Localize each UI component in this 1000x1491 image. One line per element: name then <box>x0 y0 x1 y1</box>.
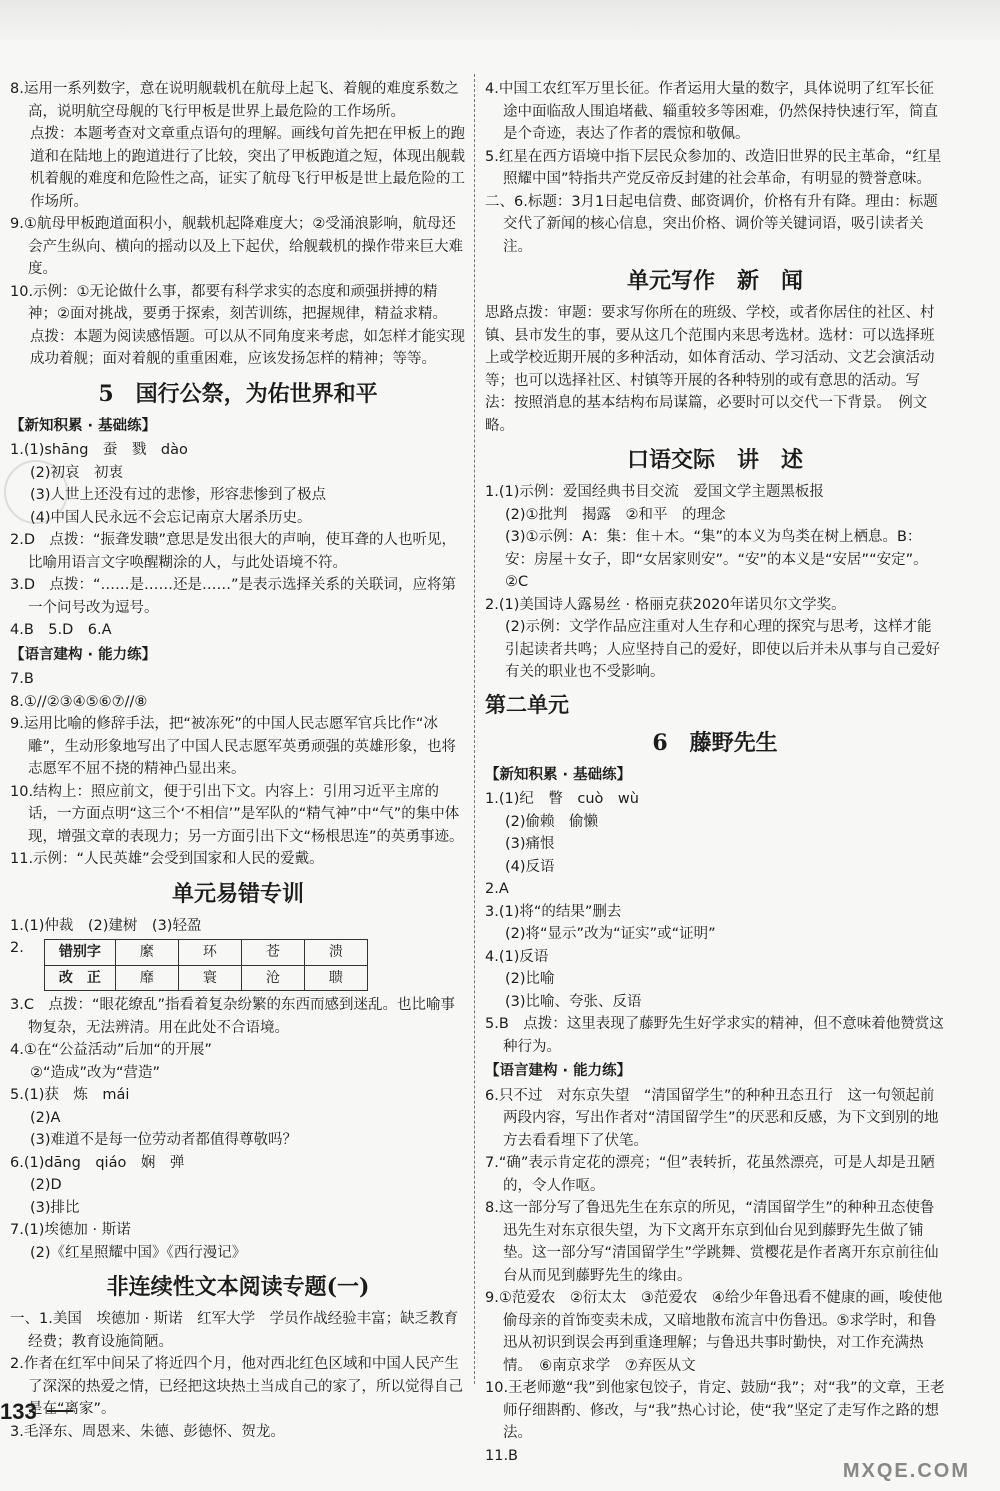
answer-item: 2.D 点拨：“振聋发聩”意思是发出很大的声响，使耳聋的人也听见，比喻用语言文字唤醒糊涂的人，与此处语境不符。 <box>10 532 457 571</box>
answer-item: 5.红星在西方语境中指下层民众参加的、改造旧世界的民主革命，“红星照耀中国”特指共产党反帝反封建的社会革命，有明显的赞誉意味。 <box>485 148 942 187</box>
answer-subline: (2)偷赖 偷懒 <box>505 813 599 830</box>
answer-subline: (2)比喻 <box>505 971 555 987</box>
answer-item: 2.作者在红军中间呆了将近四个月，他对西北红色区域和中国人民产生了深深的热爱之情，已经把这块热土当成自己的家了，所以觉得自己是在“离家”。 <box>10 1356 463 1417</box>
answer-item: 10.王老师邀“我”到他家包饺子，肯定、鼓励“我”；对“我”的文章，王老师仔细斟酌、修改，与“我”热心讨论，使“我”坚定了走写作之路的想法。 <box>485 1380 945 1441</box>
answer-item: 6.(1)dāng qiáo 娴 弹 <box>10 1154 185 1171</box>
row-header-cell: 改 正 <box>44 965 115 991</box>
table-cell: 聩 <box>304 965 367 991</box>
answer-item: 7.B <box>10 671 34 687</box>
exercise-category-tag: 【新知积累 · 基础练】 <box>485 766 632 783</box>
answer-item: 6.只不过 对东京失望 “清国留学生”的种种丑态丑行 这一句领起前两段内容，写出作者对“清国留学生”的厌恶和反感，为下文到别的地方去看看埋下了伏笔。 <box>485 1087 939 1149</box>
answer-item: 7.(1)埃德加 · 斯诺 <box>10 1222 131 1238</box>
answer-subline: (4)反语 <box>505 858 555 875</box>
answer-item: 9.①范爱农 ②衍太太 ③范爱农 ④给少年鲁迅看不健康的画，唆使他偷母亲的首饰变卖未成，又暗地散布流言中伤鲁迅。⑤求学时，和鲁迅从初识到误会再到重逢理解；与鲁迅共事时勤快，对工作充满热情。 ⑥南京求学 ⑦弃医从文 <box>485 1290 943 1374</box>
left-column <box>10 78 466 1443</box>
answer-item: 5.B 点拨：这里表现了藤野先生好学求实的精神，但不意味着他赞赏这种行为。 <box>485 1016 944 1055</box>
section-title: 口语交际 讲 述 <box>626 447 803 473</box>
answer-subline: (3)难道不是每一位劳动者都值得尊敬吗？ <box>30 1132 298 1148</box>
answer-item: 9.①航母甲板跑道面积小，舰载机起降难度大；②受涌浪影响，航母还会产生纵向、横向的摇动以及上下起伏，给舰载机的操作带来巨大难度。 <box>10 216 463 277</box>
answer-item: 8.运用一系列数字，意在说明舰载机在航母上起飞、着舰的难度系数之高，说明航空母舰的飞行甲板是世界上最危险的工作场所。 <box>10 81 459 120</box>
answer-subline: (2)示例：文学作品应注重对人生存和心理的探究与思考，这样才能引起读者共鸣；人应坚持自己的爱好，即使以后并未从事与自己爱好有关的职业也不受影响。 <box>505 619 940 680</box>
exercise-category-tag: 【语言建构 · 能力练】 <box>10 646 157 663</box>
exercise-category-tag: 【语言建构 · 能力练】 <box>485 1063 632 1079</box>
answer-subline: (3)排比 <box>30 1199 80 1216</box>
answer-item: 4.(1)反语 <box>485 948 549 965</box>
table-cell: 寰 <box>178 965 241 991</box>
answer-subline: (3)比喻、夸张、反语 <box>505 993 642 1010</box>
answer-item: 二、6.标题：3月1日起电信费、邮资调价，价格有升有降。理由：标题交代了新闻的核心信息，突出价格、调价等关键词语，吸引读者关注。 <box>485 193 938 255</box>
table-cell: 苍 <box>241 940 304 966</box>
table-cell: 靡 <box>115 965 178 991</box>
answer-item: 3.D 点拨：“……是……还是……”是表示选择关系的关联词，应将第一个问号改为逗号。 <box>10 577 457 616</box>
answer-item: 1.(1)纪 瞥 cuò wù <box>485 791 639 807</box>
table-row <box>44 965 367 991</box>
table-cell: 沧 <box>241 965 304 991</box>
answer-item: 8.①//②③④⑤⑥⑦//⑧ <box>10 693 148 710</box>
answer-subline: (2)初哀 初衷 <box>30 464 124 481</box>
page-number: 133 <box>0 1399 37 1424</box>
answer-item: 10.结构上：照应前文，便于引出下文。内容上：引用习近平主席的话，一方面点明“这三个‘不相信’”是军队的“精气神”中“气”的集中体现，增强文章的表现力；另一方面引出下文“杨根思连”的英勇事迹。 <box>10 783 464 845</box>
answer-subline: (2)D <box>30 1177 62 1193</box>
answer-item: 3.C 点拨：“眼花缭乱”指看着复杂纷繁的东西而感到迷乱。也比喻事物复杂，无法辨清。用在此处不合语境。 <box>10 997 455 1036</box>
answer-subline: ②C <box>505 574 529 590</box>
writing-guidance: 思路点拨：审题：要求写你所在的班级、学校，或者你居住的社区、村镇、县市发生的事，要从这几个范围内来思考选材。选材：可以选择班上或学校近期开展的多种活动，如体育活动、学习活动、文艺会演活动等；也可以选择社区、村镇等开展的各种特别的或有意思的活动。写法：按照消息的基本结构布局谋篇，必要时可以交代一下背景。 例文略。 <box>485 305 935 434</box>
answer-subline: (2)《红星照耀中国》《西行漫记》 <box>30 1244 247 1261</box>
table-cell: 环 <box>178 940 241 966</box>
answer-item: 1.(1)shāng 蚕 戮 dào <box>10 442 188 458</box>
answer-item: 1.(1)示例：爱国经典书目交流 爱国文学主题黑板报 <box>485 484 824 500</box>
answer-subline: (3)①示例：A：集：隹＋木。“集”的本义为鸟类在树上栖息。B：安：房屋＋女子，即“女居家则安”。“安”的本义是“安居”“安定”。 <box>505 529 928 568</box>
answer-item: 2.(1)美国诗人露易丝 · 格丽克获2020年诺贝尔文学奖。 <box>485 596 846 613</box>
answer-item: 7.“确”表示肯定花的漂亮；“但”表转折，花虽然漂亮，可是人却是丑陋的，令人作呕。 <box>485 1155 935 1194</box>
section-title: 6 藤野先生 <box>652 729 778 756</box>
section-title: 5 国行公祭，为佑世界和平 <box>98 380 378 407</box>
scan-header-band <box>0 0 1000 40</box>
watermark-logo: MXQE.COM <box>842 1460 970 1482</box>
answer-item: 8.这一部分写了鲁迅先生在东京的所见，“清国留学生”的种种丑态使鲁迅先生对东京很失望，为下文离开东京到仙台见到藤野先生做了铺垫。这一部分写“清国留学生”学跳舞、赏樱花是作者离开东京前往仙台从而见到藤野先生的缘由。 <box>485 1200 939 1284</box>
answer-subline: 点拨：本题考查对文章重点语句的理解。画线句首先把在甲板上的跑道和在陆地上的跑道进行了比较，突出了甲板跑道之短，体现出舰载机着舰的难度和危险性之高，证实了航母飞行甲板是世上最危险的工作场所。 <box>30 126 465 210</box>
column-divider <box>474 74 475 1384</box>
answer-subline: (3)人世上还没有过的悲惨，形容悲惨到了极点 <box>30 487 327 503</box>
answer-item: 2.A <box>485 881 509 897</box>
exercise-category-tag: 【新知积累 · 基础练】 <box>10 417 157 434</box>
answer-item: 一、1.美国 埃德加 · 斯诺 红军大学 学员作战经验丰富；缺乏教育经费；教育设施简陋。 <box>10 1311 459 1350</box>
answer-item: 3.(1)将“的结果”删去 <box>485 903 622 920</box>
row-header-cell: 错别字 <box>44 940 115 966</box>
table-row <box>44 940 367 966</box>
table-cell: 溃 <box>304 940 367 966</box>
page-number-dash <box>47 1410 73 1412</box>
error-correction-table-block <box>10 937 466 994</box>
answer-item: 5.(1)获 炼 mái <box>10 1087 130 1103</box>
answer-item: 10.示例：①无论做什么事，都要有科学求实的态度和顽强拼搏的精神；②面对挑战，要勇于探索，刻苦训练，把握规律，精益求精。 <box>10 283 447 322</box>
answer-item: 4.①在“公益活动”后加“的开展” <box>10 1042 212 1058</box>
answer-item: 1.(1)仲裁 (2)建树 (3)轻盈 <box>10 917 202 934</box>
answer-item: 11.示例：“人民英雄”会受到国家和人民的爱戴。 <box>10 851 324 867</box>
answer-item: 3.毛泽东、周恩来、朱德、彭德怀、贺龙。 <box>10 1423 285 1440</box>
answer-subline: (2)A <box>30 1109 61 1126</box>
answer-item: 4.B 5.D 6.A <box>10 622 112 638</box>
answer-subline: (2)将“显示”改为“证实”或“证明” <box>505 926 716 942</box>
error-correction-table <box>44 939 368 991</box>
answer-subline: (4)中国人民永远不会忘记南京大屠杀历史。 <box>30 509 312 526</box>
section-title: 单元写作 新 闻 <box>626 268 803 294</box>
section-title: 非连续性文本阅读专题(一) <box>106 1274 370 1300</box>
answer-subline: (2)①批判 揭露 ②和平 的理念 <box>505 506 726 523</box>
answer-item: 4.中国工农红军万里长征。作者运用大量的数字，具体说明了红军长征途中面临敌人围追堵截、辎重较多等困难，仍然保持快速行军，简直是个奇迹，表达了作者的震惊和敬佩。 <box>485 81 938 142</box>
unit-title: 第二单元 <box>485 691 569 717</box>
table-cell: 縻 <box>115 940 178 966</box>
question-number: 2. <box>10 940 24 956</box>
answer-item: 11.B <box>485 1447 519 1464</box>
answer-subline: (3)痛恨 <box>505 836 555 852</box>
section-title: 单元易错专训 <box>171 880 304 907</box>
right-column <box>485 78 945 1467</box>
answer-subline: ②“造成”改为“营造” <box>30 1064 161 1081</box>
answer-subline: 点拨：本题为阅读感悟题。可以从不同角度来考虑，如怎样才能实现成功着舰；面对着舰的重重困难，应该发扬怎样的精神；等等。 <box>30 328 465 367</box>
answer-item: 9.运用比喻的修辞手法，把“被冻死”的中国人民志愿军官兵比作“冰雕”，生动形象地写出了中国人民志愿军英勇顽强的英雄形象，也将志愿军不屈不挠的精神凸显出来。 <box>10 716 457 777</box>
